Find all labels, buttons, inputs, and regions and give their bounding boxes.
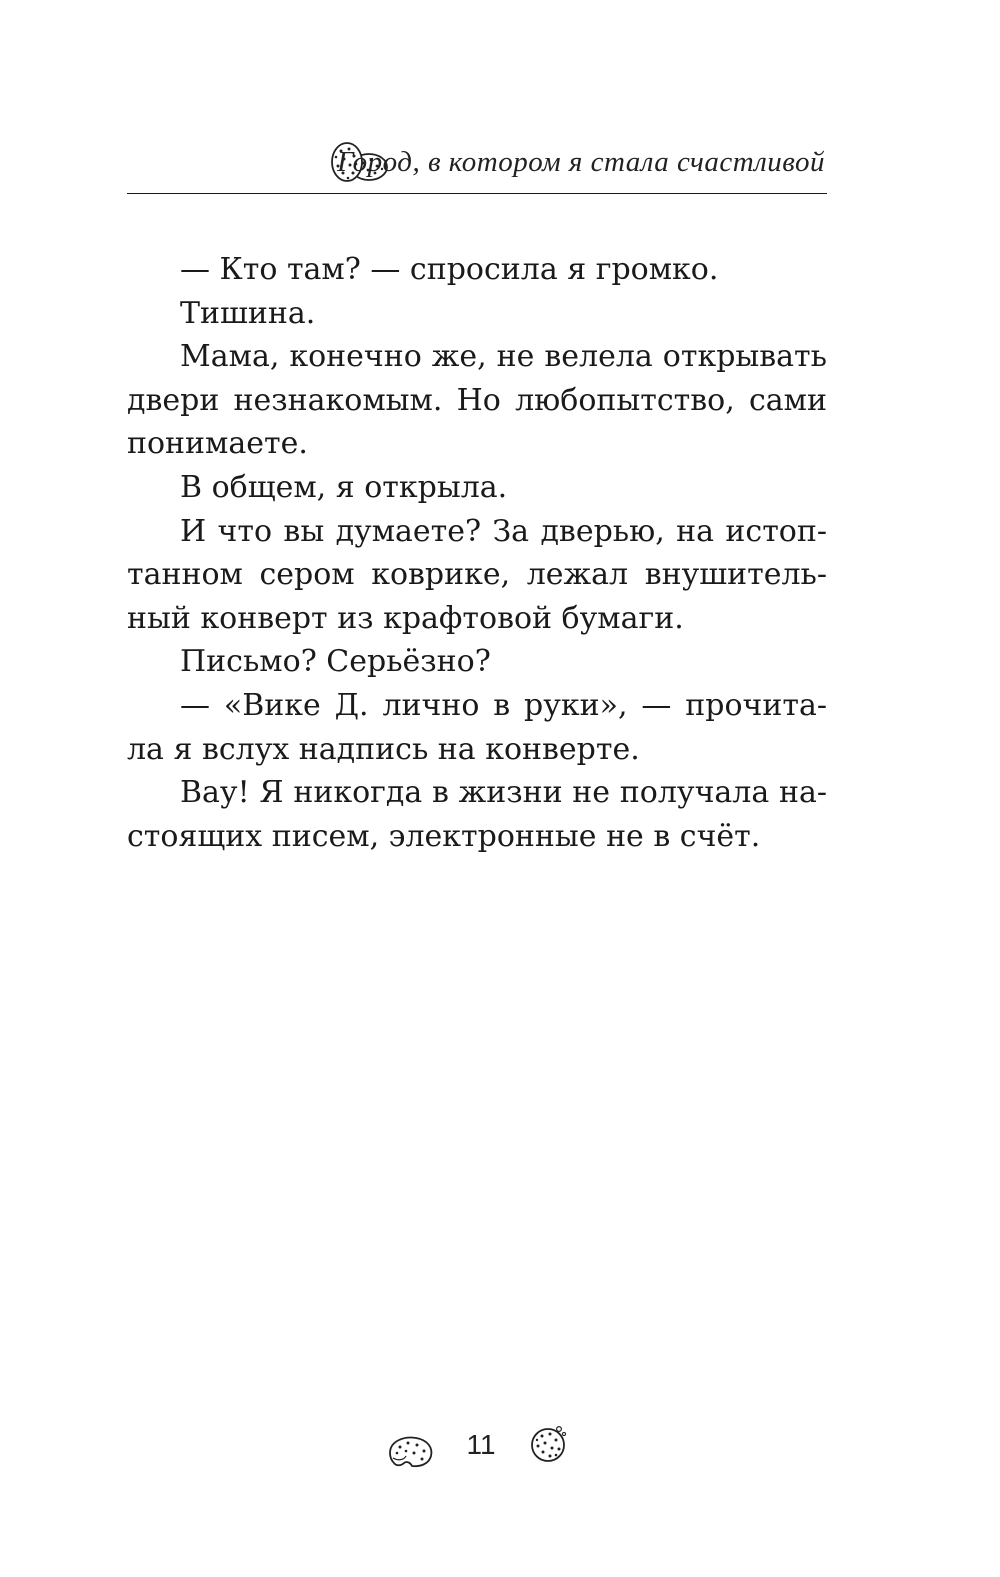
text-line: ный конверт из крафтовой бумаги.	[127, 600, 684, 636]
body-text	[127, 248, 827, 858]
text-line: — «Вике Д. лично в руки», — прочита-	[180, 687, 827, 723]
text-line: Тишина.	[180, 295, 316, 331]
text-line: И что вы думаете? За дверью, на истоп-	[180, 513, 827, 549]
text-line: Мама, конечно же, не велела открывать	[180, 339, 827, 375]
bitten-cookie-icon	[384, 1431, 436, 1471]
cookie-icon	[526, 1421, 570, 1465]
page-number: 11	[466, 1429, 496, 1460]
text-line: двери незнакомым. Но любопытство, сами	[127, 382, 827, 418]
text-line: стоящих писем, электронные не в счёт.	[127, 818, 761, 854]
running-header	[127, 132, 827, 194]
running-header-title: Город, в котором я стала счастливой	[337, 146, 825, 178]
text-line: ла я вслух надпись на конверте.	[127, 731, 640, 767]
header-divider	[127, 193, 827, 194]
text-line: — Кто там? — спросила я громко.	[180, 252, 719, 287]
text-line: понимаете.	[127, 426, 308, 462]
page-footer	[0, 1405, 1000, 1475]
text-line: Вау! Я никогда в жизни не получала на-	[180, 775, 827, 811]
text-line: танном сером коврике, лежал внушитель-	[127, 557, 827, 593]
text-line: Письмо? Серьёзно?	[180, 644, 491, 680]
text-line: В общем, я открыла.	[180, 469, 508, 505]
